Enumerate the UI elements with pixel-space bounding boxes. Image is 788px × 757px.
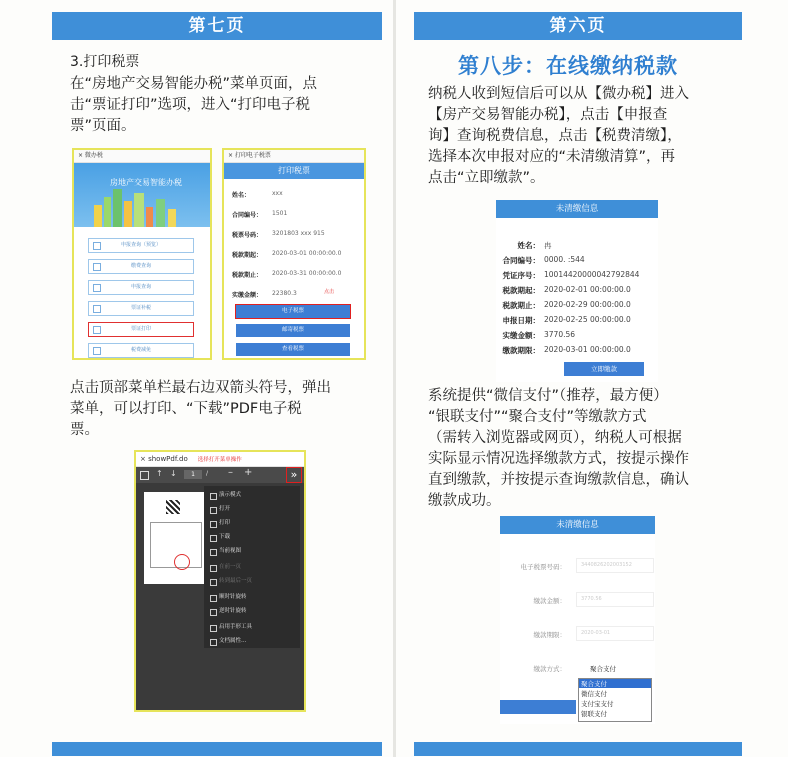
menu-annotation: 选择打开菜单操作 [197,457,242,463]
menu-ticket-supplement[interactable] [88,301,194,316]
field-value: 2020-02-29 00:00:00.0 [544,300,631,309]
screenshot-smart-tax-menu [72,148,212,360]
menu-rotate-cw[interactable] [207,592,306,603]
field-label: 税款期起： [232,252,263,259]
field-value: 3201803 xxx 915 [272,230,325,237]
field-value: 冉 [544,241,552,250]
menu-ticket-print[interactable] [88,322,194,337]
last-page-icon [210,579,217,586]
fullscreen-icon [210,493,217,500]
menu-label: 当前视图 [219,548,242,554]
text-line: 缴款成功。 [428,493,501,509]
field-value: 0000. :544 [544,255,585,264]
menu-first-page[interactable] [207,562,306,573]
text-line: 点击“立即缴款”。 [428,170,545,186]
page-number-input[interactable]: 1 [184,470,202,479]
field-label: 申报日期： [502,316,540,325]
field-value: 2020-03-01 00:00:00.0 [544,345,631,354]
building-icon [104,197,111,227]
building-icon [94,205,102,227]
bookmark-icon [210,549,217,556]
text-line: 击“票证打印”选项，进入“打印电子税 [70,97,311,113]
download-icon [210,535,217,542]
text-line: 实际显示情况选择缴款方式，按提示操作 [428,451,689,467]
text-line: 菜单，可以打印、“下载”PDF电子税 [70,401,302,417]
qr-code-icon [166,500,180,514]
menu-label: 逆时针旋转 [219,608,247,614]
menu-rotate-ccw[interactable] [207,606,306,617]
field-value: 2020-03-01 00:00:00.0 [272,250,342,257]
deadline-field: 2020-03-01 [576,626,654,641]
menu-label: 下载 [219,534,231,540]
field-label: 电子税票号码： [520,563,566,571]
menu-label: 申报查询（预览） [120,242,161,248]
field-value: 2020-02-25 00:00:00.0 [544,315,631,324]
pdf-page-thumbnail [144,492,206,584]
text-line: 直到缴款，并按提示查询缴款信息，确认 [428,472,689,488]
view-ticket-button[interactable]: 查看税票 [236,343,350,356]
page-header: 第七页 [52,12,382,40]
text-line: 票。 [70,422,99,438]
menu-last-page[interactable] [207,576,306,587]
field-label: 实缴金额： [232,292,263,299]
menu-label: 税费减免 [130,347,151,353]
text-line: 【房产交易智能办税】，点击【申报查 [428,107,668,123]
rotate-cw-icon [210,595,217,602]
doc-icon [93,242,101,250]
arrow-up-icon[interactable]: ↑ [156,469,163,478]
screenshot-print-e-ticket [222,148,366,360]
menu-hand-tool[interactable] [207,622,306,633]
doc-icon [93,263,101,271]
menu-label: 文档属性… [219,638,247,644]
pdf-toolbar [136,467,304,483]
option-unionpay[interactable]: 银联支付 [581,710,607,718]
text-line: （需转入浏览器或网页），纳税人可根据 [428,430,682,446]
stamp-seal-icon [174,554,190,570]
paragraph-1 [428,84,689,189]
menu-label: 缴费查询 [130,263,151,269]
paragraph-1 [70,74,317,137]
field-label: 实缴金额： [502,331,540,340]
menu-open[interactable] [207,504,306,515]
field-label: 合同编号： [502,256,540,265]
text-line: 选择本次申报对应的“未清缴清算”，再 [428,149,676,165]
left-page [0,0,388,757]
info-icon [210,639,217,646]
text-line: 在“房地产交易智能办税”菜单页面，点 [70,76,318,92]
field-label: 税票号码： [232,232,263,239]
field-value: 3770.56 [544,330,576,339]
section-title: 3.打印税票 [70,54,140,70]
page-header: 第六页 [414,12,742,40]
text-line: 纳税人收到短信后可以从【微办税】进入 [428,86,689,102]
doc-icon [93,305,101,313]
field-label: 税款期起： [502,286,540,295]
folder-icon [210,507,217,514]
building-icon [124,201,132,227]
menu-label: 打印 [219,520,231,526]
e-ticket-button[interactable]: 电子税票 [236,305,350,318]
menu-declaration-preview[interactable] [88,238,194,253]
menu-label: 启用手形工具 [219,624,253,630]
field-label: 税款期止： [502,301,540,310]
field-label: 凭证序号： [502,271,540,280]
text-line: 票”页面。 [70,118,136,134]
menu-current-view[interactable] [207,546,306,557]
screenshot-unpaid-info [496,200,658,382]
menu-payment-query[interactable] [88,259,194,274]
page-footer-bar [414,742,742,756]
menu-label: 票证打印 [130,326,151,332]
field-value: 2020-03-31 00:00:00.0 [272,270,342,277]
field-label: 缴款方式： [533,665,566,673]
menu-print[interactable] [207,518,306,529]
hand-icon [210,625,217,632]
text-line: 询】查询税费信息，点击【税费清缴】， [428,128,682,144]
menu-document-properties[interactable] [207,636,306,647]
menu-label: 在前一页 [219,564,242,570]
doc-icon [93,284,101,292]
page-footer-bar [52,742,382,756]
text-line: 点击顶部菜单栏最右边双箭头符号，弹出 [70,380,331,396]
printer-icon [210,521,217,528]
field-value: 22380.3 [272,290,297,297]
printer-icon [93,326,101,334]
field-label: 缴款金额： [533,597,566,605]
field-label: 姓名： [232,192,251,199]
menu-label: 顺时针旋转 [219,594,247,600]
screen-title: 打印税票 [224,163,364,179]
menu-label: 申报查询 [130,284,151,290]
first-page-icon [210,565,217,572]
menu-label: 票证补税 [130,305,151,311]
page-separator: / [206,470,209,477]
option-wechat-pay[interactable]: 微信支付 [581,690,607,698]
confirm-button-bg[interactable] [500,700,576,714]
zoom-out-button[interactable]: – [228,467,233,478]
field-label: 合同编号： [232,212,263,219]
rotate-ccw-icon [210,609,217,616]
menu-tax-relief[interactable] [88,343,194,358]
ticket-number-field: 3440826202003152 [576,558,654,573]
banner-title: 房地产交易智能办税 [110,178,182,187]
paragraph-2 [70,378,331,441]
menu-download[interactable] [207,532,306,543]
step-title: 第八步：在线缴纳税款 [458,54,678,78]
amount-field: 3770.56 [576,592,654,607]
building-icon [156,199,165,227]
menu-label: 演示模式 [219,492,242,498]
building-icon [168,209,176,227]
pay-now-button[interactable]: 立即缴款 [564,362,644,376]
right-page [400,0,788,757]
double-arrow-menu-icon[interactable]: » [286,467,302,483]
payment-dropdown [578,678,652,722]
mail-ticket-button[interactable]: 邮寄税票 [236,324,350,337]
phone-topbar: × 微办税 [74,150,210,163]
building-icon [134,193,144,227]
page-gutter [393,0,396,757]
phone-topbar [136,452,304,467]
screen-title: 未清缴信息 [500,516,655,534]
paragraph-2 [428,386,689,512]
banner [74,163,210,227]
field-label: 缴款期限： [533,631,566,639]
url-text: × showPdf.do [140,455,188,463]
field-label: 税款期止： [232,272,263,279]
sidebar-toggle-icon[interactable] [140,471,149,480]
menu-presentation-mode[interactable] [207,490,306,501]
screenshot-payment-method [500,516,655,724]
menu-label: 转到最后一页 [219,578,253,584]
field-value: 100144200000427928​44 [544,270,640,279]
field-value: xxx [272,190,283,197]
field-label: 姓名： [517,241,540,250]
building-icon [146,207,153,227]
text-line: 系统提供“微信支付”（推荐，最方便） [428,388,668,404]
option-aggregate-pay[interactable]: 聚合支付 [579,679,651,688]
field-value: 2020-02-01 00:00:00.0 [544,285,631,294]
field-label: 缴款期限： [502,346,540,355]
payment-method-select[interactable]: 聚合支付 [590,665,616,673]
phone-topbar: × 打印电子税票 [224,150,364,163]
building-icon [113,189,122,227]
text-line: “银联支付”“聚合支付”等缴款方式 [428,409,647,425]
click-annotation: 点击 [324,289,335,295]
option-alipay[interactable]: 支付宝支付 [581,700,614,708]
field-value: 1501 [272,210,288,217]
screenshot-pdf-viewer [134,450,306,712]
menu-label: 打开 [219,506,231,512]
zoom-in-button[interactable]: + [244,467,253,478]
screen-title: 未清缴信息 [496,200,658,218]
doc-icon [93,347,101,355]
arrow-down-icon[interactable]: ↓ [170,469,177,478]
menu-declaration-query[interactable] [88,280,194,295]
